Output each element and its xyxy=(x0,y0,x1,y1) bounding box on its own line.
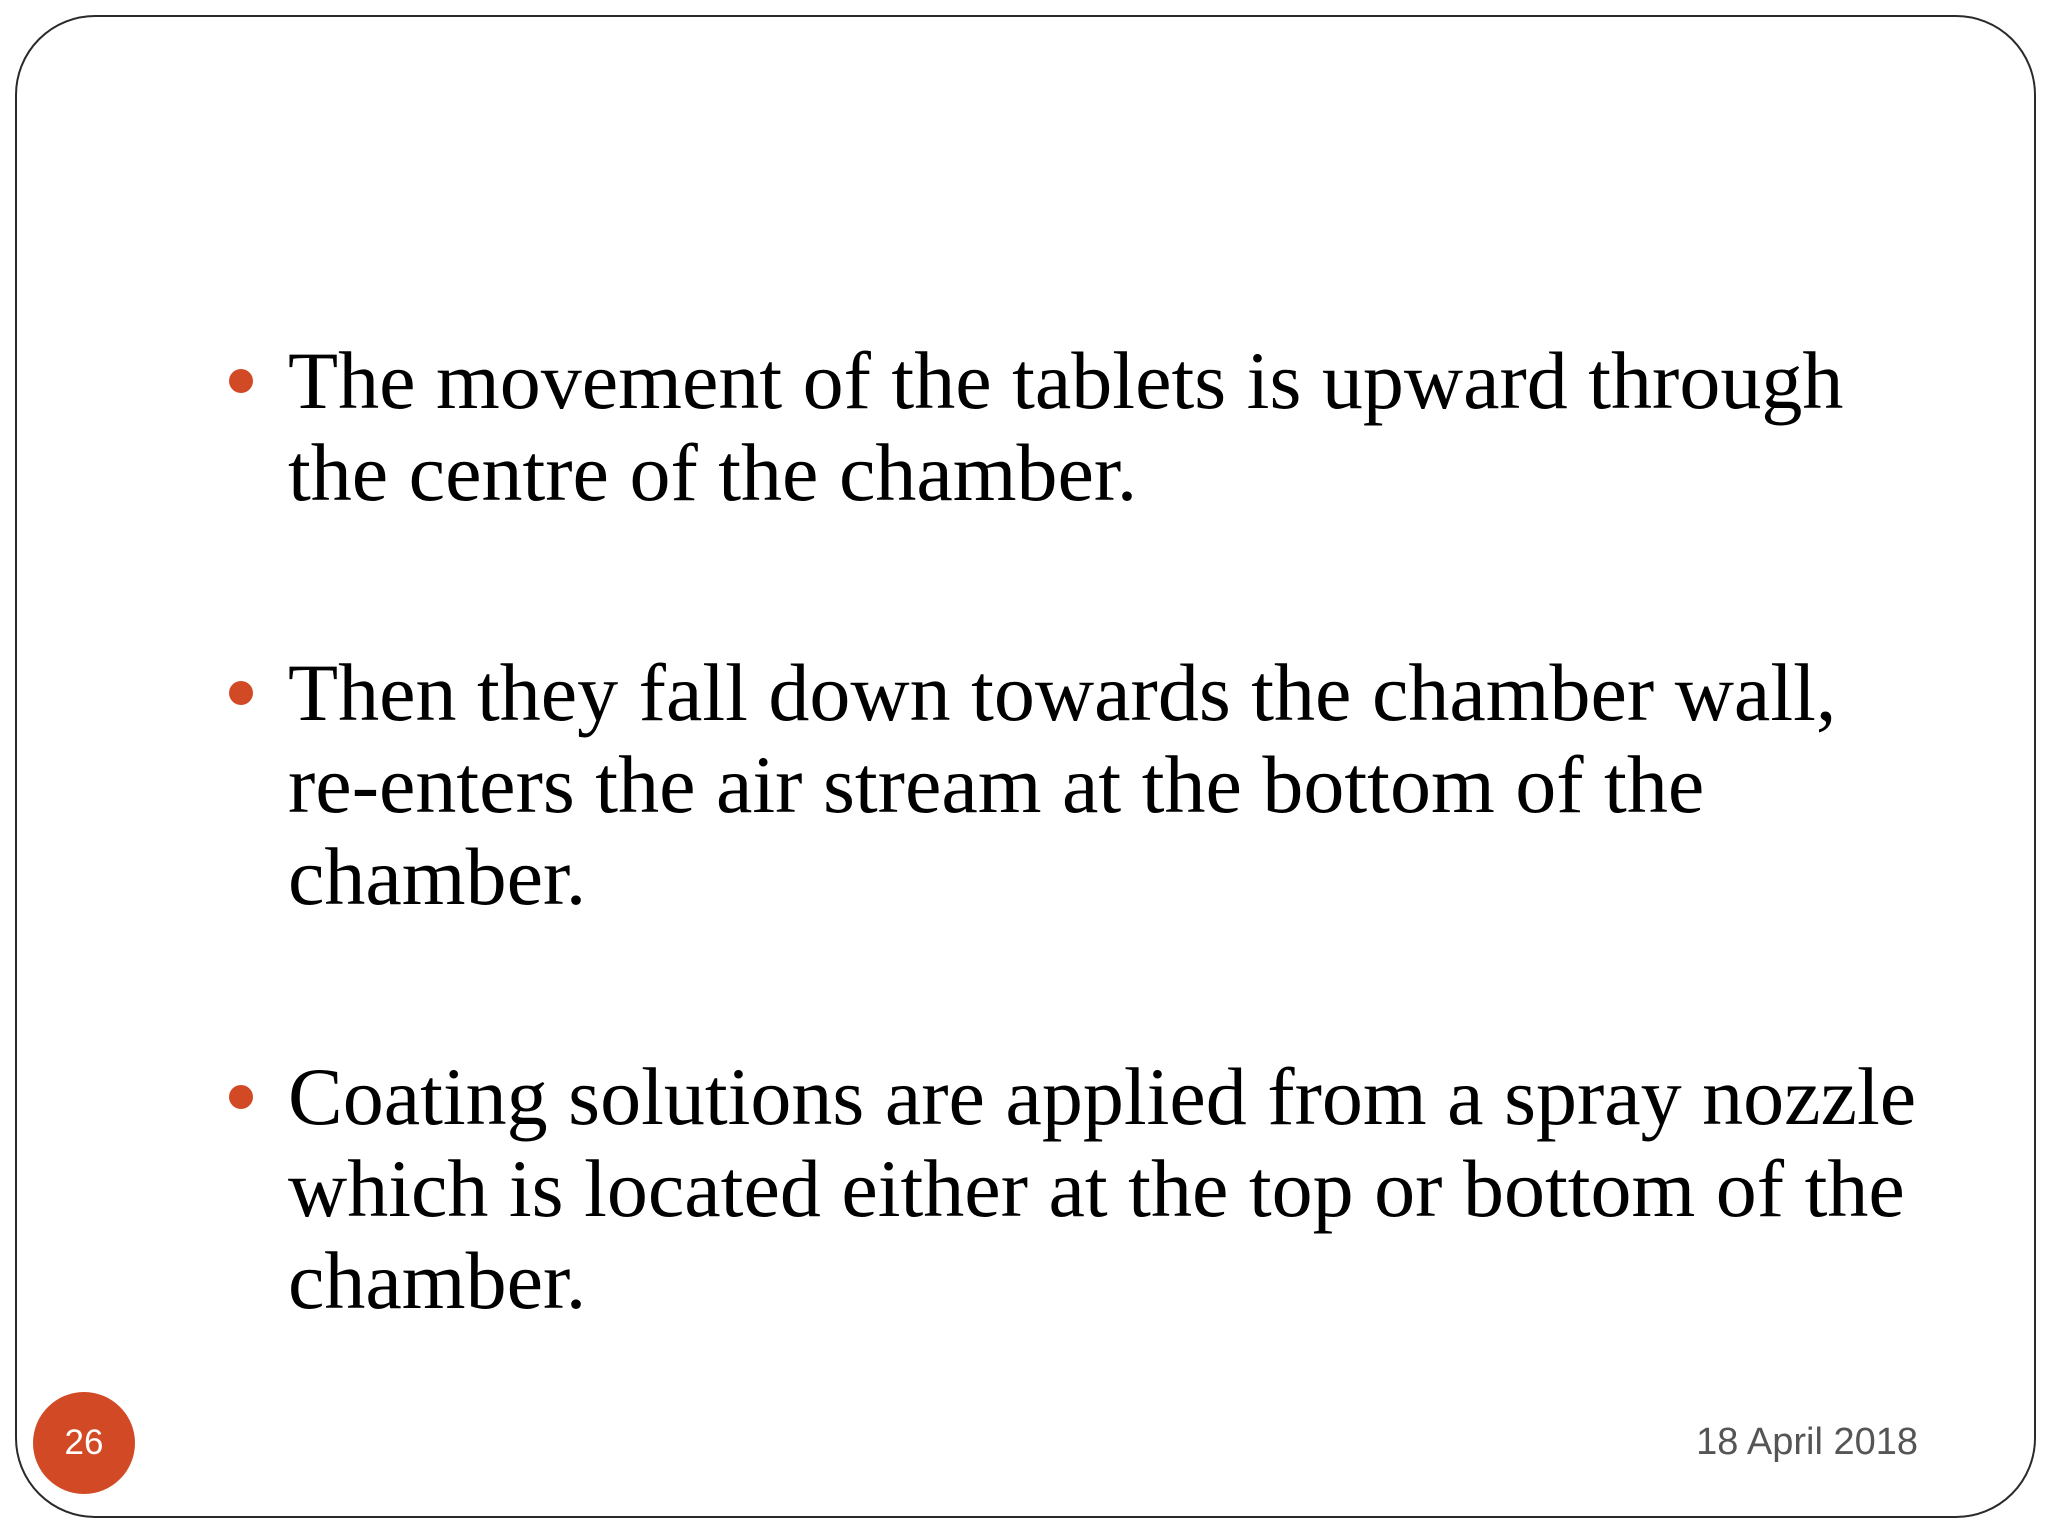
bullet-text: Then they fall down towards the chamber wall, re-enters the air stream at the bottom of the chamber. xyxy=(288,647,1837,922)
bullet-text: Coating solutions are applied from a spray nozzle which is located either at the top or bottom of the chamber. xyxy=(288,1051,1917,1326)
bullet-text: The movement of the tablets is upward through the centre of the chamber. xyxy=(288,335,1844,518)
bullet-item xyxy=(226,335,1946,519)
bullet-dot-icon xyxy=(229,369,253,393)
page-number-badge xyxy=(33,1392,135,1494)
slide-date: 18 April 2018 xyxy=(1696,1421,1918,1463)
page-number-text: 26 xyxy=(64,1423,104,1462)
bullet-item xyxy=(226,647,1946,923)
bullet-dot-icon xyxy=(229,681,253,705)
bullet-item xyxy=(226,1051,1946,1327)
bullet-list xyxy=(226,335,1946,1327)
bullet-dot-icon xyxy=(229,1085,253,1109)
